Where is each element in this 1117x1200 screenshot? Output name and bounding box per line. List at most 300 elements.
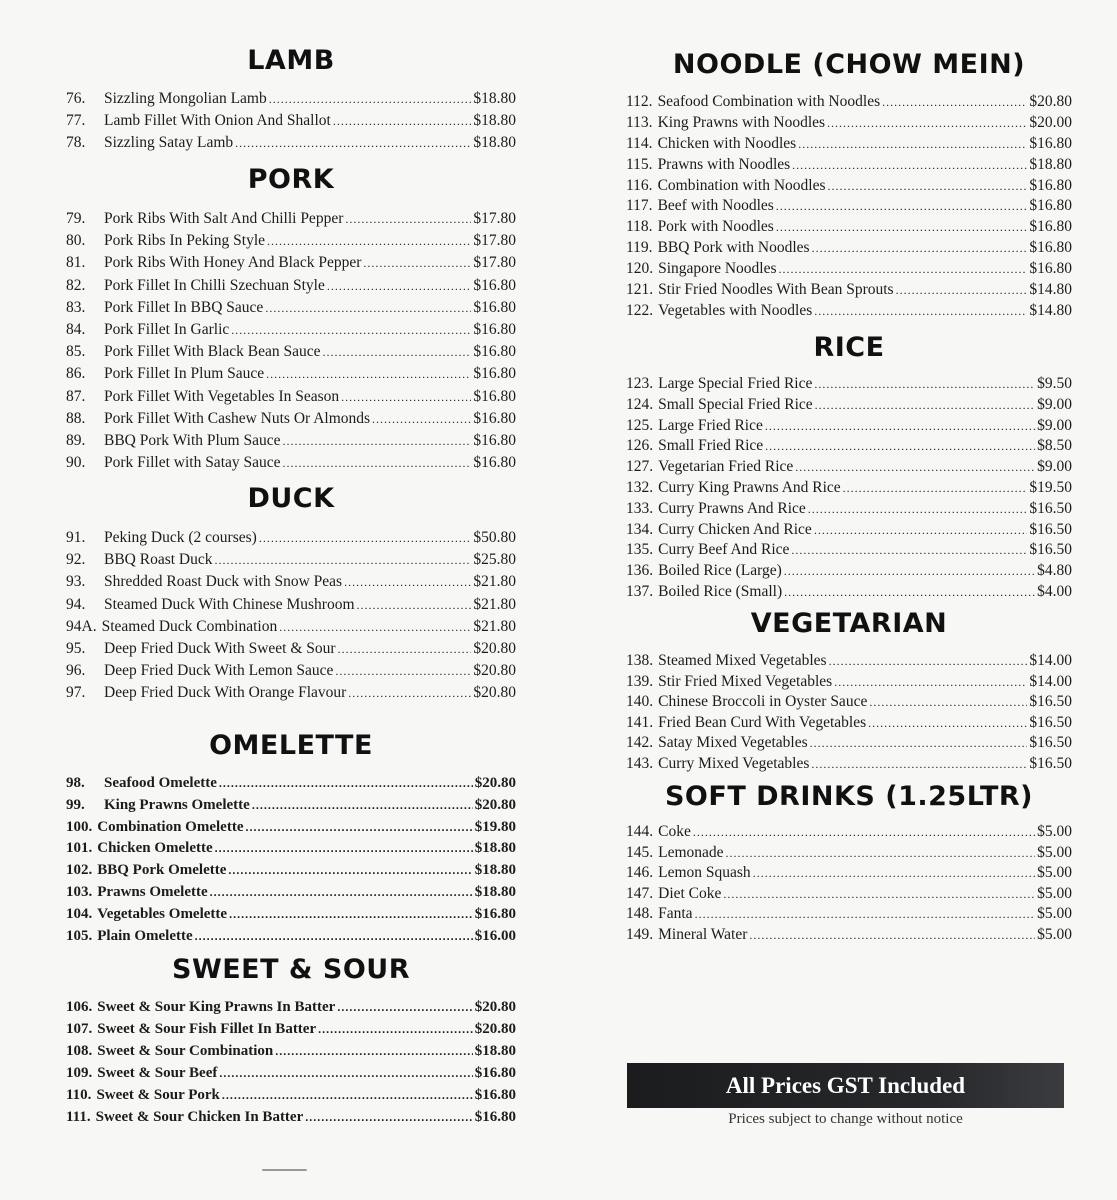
item-price: $5.00 [1037, 925, 1072, 943]
leader-dots [749, 928, 1035, 943]
item-price: $14.80 [1029, 301, 1072, 319]
item-number: 120. [626, 260, 654, 278]
leader-dots [829, 654, 1028, 669]
leader-dots [726, 846, 1036, 861]
item-name: Sweet & Sour Combination [97, 1043, 274, 1059]
menu-item [626, 885, 1072, 906]
leader-dots [215, 553, 472, 568]
menu-list-soft-drinks-1-25ltr [626, 823, 1072, 947]
leader-dots [843, 481, 1028, 496]
item-number: 105. [66, 927, 93, 944]
item-price: $21.80 [473, 595, 516, 613]
menu-item [626, 864, 1072, 885]
leader-dots [792, 158, 1027, 173]
item-price: $16.80 [1029, 176, 1072, 194]
item-price: $16.80 [1029, 260, 1072, 278]
item-price: $16.50 [1029, 541, 1072, 559]
section-title-rice: RICE [813, 332, 885, 363]
menu-item [66, 432, 516, 454]
menu-item [66, 684, 516, 706]
item-number: 88. [66, 409, 86, 427]
item-name: Lamb Fillet With Onion And Shallot [104, 112, 331, 129]
section-title-soft-drinks-1-25ltr: SOFT DRINKS (1.25LTR) [664, 781, 1033, 812]
item-name: Sizzling Mongolian Lamb [104, 90, 267, 107]
item-name: Chicken with Noodles [657, 134, 797, 152]
item-number: 101. [66, 840, 93, 857]
item-number: 104. [66, 905, 93, 922]
menu-item [626, 823, 1072, 844]
item-number: 134. [626, 520, 654, 538]
price-change-note: Prices subject to change without notice [728, 1111, 963, 1127]
menu-item [626, 396, 1072, 417]
menu-item [66, 1043, 516, 1065]
item-name: Sweet & Sour Fish Fillet In Batter [97, 1021, 317, 1037]
menu-item [626, 417, 1072, 438]
item-name: Plain Omelette [97, 927, 193, 944]
leader-dots [327, 279, 472, 294]
leader-dots [337, 1000, 472, 1015]
leader-dots [869, 695, 1027, 710]
item-price: $16.80 [474, 1087, 516, 1103]
menu-item [66, 662, 516, 684]
leader-dots [791, 543, 1027, 558]
item-price: $16.80 [474, 1065, 516, 1081]
item-price: $17.80 [473, 254, 516, 272]
section-title-omelette: OMELETTE [209, 730, 373, 761]
item-name: Sweet & Sour King Prawns In Batter [97, 999, 336, 1015]
item-price: $16.80 [1029, 218, 1072, 236]
item-price: $18.80 [473, 112, 516, 129]
item-number: 96. [66, 662, 86, 680]
item-number: 149. [626, 925, 654, 943]
leader-dots [798, 137, 1027, 152]
item-price: $18.80 [1029, 155, 1072, 173]
menu-list-sweet-sour [66, 999, 516, 1131]
leader-dots [827, 116, 1027, 131]
item-number: 90. [66, 454, 86, 472]
leader-dots [812, 241, 1028, 256]
item-number: 123. [626, 375, 654, 392]
item-price: $9.00 [1037, 395, 1072, 413]
item-number: 126. [626, 437, 654, 455]
item-price: $16.50 [1029, 499, 1072, 517]
menu-item [66, 775, 516, 797]
menu-item [626, 218, 1072, 239]
menu-item [626, 93, 1072, 114]
item-price: $4.80 [1037, 562, 1072, 580]
item-price: $25.80 [473, 551, 516, 569]
item-price: $16.80 [474, 905, 516, 922]
leader-dots [811, 757, 1027, 772]
menu-list-pork [66, 210, 516, 476]
item-name: Vegetables with Noodles [658, 301, 813, 319]
item-number: 141. [626, 713, 654, 731]
menu-item [626, 673, 1072, 694]
leader-dots [372, 412, 471, 427]
item-price: $16.50 [1029, 754, 1072, 772]
section-title-noodle-chow-mein: NOODLE (CHOW MEIN) [672, 49, 1026, 80]
item-name: Boiled Rice (Large) [658, 562, 782, 580]
leader-dots [275, 1044, 473, 1059]
item-name: Pork Ribs With Salt And Chilli Pepper [104, 210, 344, 227]
item-price: $16.80 [473, 276, 516, 294]
item-name: Mineral Water [658, 925, 748, 943]
item-number: 83. [66, 298, 86, 316]
item-name: Lemon Squash [658, 864, 751, 882]
menu-item [626, 755, 1072, 776]
item-number: 146. [626, 864, 654, 882]
menu-item [66, 618, 516, 640]
leader-dots [814, 523, 1028, 538]
item-number: 143. [626, 754, 654, 772]
item-number: 137. [626, 582, 654, 600]
item-name: Curry King Prawns And Rice [658, 478, 841, 496]
item-name: Small Fried Rice [658, 437, 764, 455]
item-number: 76. [66, 90, 86, 107]
item-price: $16.80 [473, 343, 516, 361]
menu-item [626, 177, 1072, 198]
menu-item [66, 884, 516, 906]
item-price: $20.80 [473, 684, 516, 702]
menu-item [66, 388, 516, 410]
item-name: Large Fried Rice [658, 416, 763, 434]
leader-dots [269, 92, 472, 107]
leader-dots [245, 820, 472, 835]
item-price: $18.80 [474, 840, 516, 857]
item-price: $19.50 [1029, 478, 1072, 496]
menu-item [66, 640, 516, 662]
item-number: 122. [626, 301, 654, 319]
leader-dots [229, 907, 473, 922]
item-number: 94A. [66, 617, 97, 635]
leader-dots [765, 419, 1035, 434]
item-name: Stir Fried Mixed Vegetables [658, 672, 833, 690]
item-price: $20.80 [474, 999, 516, 1015]
menu-item [66, 840, 516, 862]
menu-item [66, 906, 516, 928]
item-number: 127. [626, 458, 654, 476]
item-name: Seafood Combination with Noodles [657, 93, 881, 110]
leader-dots [283, 456, 472, 471]
item-price: $50.80 [473, 529, 516, 546]
paper-mark [262, 1169, 307, 1171]
item-price: $17.80 [473, 210, 516, 227]
item-name: Pork Fillet In Garlic [104, 320, 230, 338]
leader-dots [265, 301, 471, 316]
item-name: Large Special Fried Rice [658, 375, 813, 392]
menu-item [626, 239, 1072, 260]
item-number: 111. [66, 1109, 91, 1125]
item-price: $16.80 [473, 365, 516, 383]
item-name: King Prawns Omelette [104, 796, 250, 813]
item-price: $4.00 [1037, 582, 1072, 600]
leader-dots [765, 439, 1035, 454]
item-price: $16.50 [1029, 520, 1072, 538]
item-number: 81. [66, 254, 86, 272]
item-name: Prawns Omelette [97, 883, 208, 900]
item-price: $16.50 [1029, 713, 1072, 731]
item-number: 103. [66, 883, 93, 900]
item-number: 116. [626, 176, 653, 194]
item-number: 107. [66, 1021, 93, 1037]
menu-item [626, 844, 1072, 865]
menu-item [626, 302, 1072, 323]
item-name: Pork Fillet with Satay Sauce [104, 454, 281, 472]
menu-item [626, 135, 1072, 156]
leader-dots [695, 907, 1036, 922]
item-price: $21.80 [473, 617, 516, 635]
item-price: $16.80 [473, 409, 516, 427]
item-price: $16.80 [473, 387, 516, 405]
item-number: 148. [626, 905, 654, 923]
item-name: Peking Duck (2 courses) [104, 529, 257, 546]
item-name: Fanta [658, 905, 693, 923]
item-number: 139. [626, 672, 654, 690]
menu-item [66, 454, 516, 476]
menu-item [66, 862, 516, 884]
item-number: 77. [66, 112, 86, 129]
menu-item [626, 541, 1072, 562]
item-name: Singapore Noodles [658, 260, 777, 278]
leader-dots [808, 502, 1028, 517]
item-name: Satay Mixed Vegetables [658, 734, 808, 751]
item-number: 147. [626, 884, 654, 902]
menu-item [626, 260, 1072, 281]
item-name: Combination with Noodles [657, 176, 826, 194]
item-name: Combination Omelette [97, 818, 244, 835]
menu-item [66, 410, 516, 432]
item-price: $20.80 [474, 775, 516, 791]
item-name: Diet Coke [658, 884, 722, 902]
item-name: Pork Ribs In Peking Style [104, 232, 266, 250]
item-price: $16.80 [1029, 197, 1072, 215]
leader-dots [357, 598, 472, 613]
item-price: $20.80 [473, 639, 516, 657]
menu-item [626, 583, 1072, 604]
menu-item [66, 210, 516, 232]
section-title-lamb: LAMB [247, 45, 335, 76]
item-name: Prawns with Noodles [657, 155, 791, 173]
item-number: 142. [626, 734, 654, 751]
item-number: 145. [626, 843, 654, 861]
item-number: 119. [626, 239, 653, 257]
item-number: 112. [626, 93, 653, 110]
item-number: 121. [626, 281, 654, 299]
item-price: $16.80 [474, 1109, 516, 1125]
menu-item [66, 343, 516, 365]
item-name: BBQ Pork Omelette [97, 862, 227, 879]
item-number: 136. [626, 562, 654, 580]
leader-dots [267, 234, 471, 249]
leader-dots [814, 304, 1027, 319]
item-price: $16.80 [1029, 134, 1072, 152]
item-price: $18.80 [474, 862, 516, 879]
menu-item [66, 112, 516, 134]
menu-item [66, 573, 516, 595]
item-price: $16.80 [473, 320, 516, 338]
leader-dots [235, 136, 471, 151]
item-name: Stir Fried Noodles With Bean Sprouts [658, 281, 894, 299]
item-price: $16.00 [474, 927, 516, 944]
item-number: 89. [66, 431, 86, 449]
menu-item [626, 500, 1072, 521]
leader-dots [228, 863, 472, 878]
item-number: 92. [66, 551, 86, 569]
item-number: 80. [66, 232, 86, 250]
leader-dots [784, 585, 1035, 600]
section-title-vegetarian: VEGETARIAN [750, 608, 948, 639]
item-number: 84. [66, 320, 86, 338]
item-name: Pork Fillet In BBQ Sauce [104, 298, 264, 316]
menu-item [66, 134, 516, 156]
leader-dots [318, 1022, 473, 1037]
item-name: Shredded Roast Duck with Snow Peas [104, 573, 343, 591]
item-number: 133. [626, 499, 654, 517]
menu-item [626, 197, 1072, 218]
leader-dots [283, 434, 472, 449]
item-number: 113. [626, 113, 653, 131]
leader-dots [333, 114, 472, 129]
menu-item [66, 232, 516, 254]
menu-item [626, 714, 1072, 735]
menu-item [66, 551, 516, 573]
menu-item [66, 1065, 516, 1087]
item-price: $8.50 [1037, 437, 1072, 455]
item-price: $21.80 [473, 573, 516, 591]
item-name: Curry Beef And Rice [658, 541, 790, 559]
item-number: 108. [66, 1043, 93, 1059]
leader-dots [338, 642, 472, 657]
item-name: Vegetarian Fried Rice [658, 458, 794, 476]
item-price: $16.80 [1029, 239, 1072, 257]
leader-dots [776, 220, 1028, 235]
item-price: $16.80 [473, 431, 516, 449]
item-number: 79. [66, 210, 86, 227]
leader-dots [693, 825, 1035, 840]
menu-item [626, 905, 1072, 926]
item-name: Coke [658, 823, 691, 840]
menu-item [66, 321, 516, 343]
item-number: 93. [66, 573, 86, 591]
leader-dots [266, 367, 471, 382]
leader-dots [219, 776, 473, 791]
item-price: $16.50 [1029, 693, 1072, 710]
item-number: 117. [626, 197, 653, 215]
item-number: 124. [626, 395, 654, 413]
menu-item [66, 819, 516, 841]
leader-dots [348, 686, 471, 701]
item-name: Pork Fillet In Chilli Szechuan Style [104, 276, 325, 294]
item-price: $5.00 [1037, 864, 1072, 882]
leader-dots [279, 620, 471, 635]
leader-dots [882, 95, 1027, 110]
item-name: Pork Fillet With Cashew Nuts Or Almonds [104, 409, 371, 427]
menu-item [66, 277, 516, 299]
item-number: 78. [66, 134, 86, 151]
leader-dots [815, 398, 1035, 413]
item-price: $5.00 [1037, 843, 1072, 861]
item-name: Deep Fried Duck With Lemon Sauce [104, 662, 334, 680]
item-price: $20.80 [474, 1021, 516, 1037]
leader-dots [222, 1088, 473, 1103]
menu-item [66, 254, 516, 276]
item-number: 109. [66, 1065, 93, 1081]
item-price: $19.80 [474, 818, 516, 835]
item-name: Steamed Mixed Vegetables [658, 652, 827, 669]
menu-item [66, 529, 516, 551]
leader-dots [779, 262, 1028, 277]
section-title-pork: PORK [247, 164, 335, 195]
item-name: BBQ Pork With Plum Sauce [104, 431, 281, 449]
menu-item [66, 999, 516, 1021]
item-price: $14.00 [1029, 672, 1072, 690]
leader-dots [335, 664, 471, 679]
menu-list-duck [66, 529, 516, 707]
menu-list-noodle-chow-mein [626, 93, 1072, 323]
item-price: $16.80 [473, 298, 516, 316]
item-number: 135. [626, 541, 654, 559]
item-number: 99. [66, 796, 85, 813]
menu-item [66, 365, 516, 387]
leader-dots [341, 390, 471, 405]
item-price: $18.80 [474, 883, 516, 900]
menu-item [626, 734, 1072, 755]
menu-item [626, 652, 1072, 673]
leader-dots [219, 1066, 472, 1081]
menu-item [66, 596, 516, 618]
leader-dots [344, 575, 471, 590]
item-number: 98. [66, 775, 85, 791]
leader-dots [195, 929, 473, 944]
item-number: 95. [66, 639, 86, 657]
item-number: 144. [626, 823, 654, 840]
item-number: 97. [66, 684, 86, 702]
item-name: Deep Fried Duck With Orange Flavour [104, 684, 347, 702]
leader-dots [776, 199, 1028, 214]
item-number: 82. [66, 276, 86, 294]
item-price: $14.80 [1029, 281, 1072, 299]
leader-dots [363, 256, 471, 271]
menu-item [66, 299, 516, 321]
menu-item [626, 458, 1072, 479]
menu-item [66, 928, 516, 950]
item-name: Deep Fried Duck With Sweet & Sour [104, 639, 336, 657]
menu-item [626, 562, 1072, 583]
leader-dots [231, 323, 471, 338]
leader-dots [345, 212, 471, 227]
menu-item [626, 521, 1072, 542]
item-name: Sweet & Sour Beef [97, 1065, 218, 1081]
menu-item [66, 797, 516, 819]
menu-list-omelette [66, 775, 516, 949]
menu-item [66, 90, 516, 112]
item-name: Sizzling Satay Lamb [104, 134, 234, 151]
item-price: $9.00 [1037, 416, 1072, 434]
leader-dots [834, 675, 1027, 690]
item-price: $9.50 [1037, 375, 1072, 392]
item-name: Lemonade [658, 843, 724, 861]
item-number: 138. [626, 652, 654, 669]
item-number: 110. [66, 1087, 92, 1103]
item-name: Seafood Omelette [104, 775, 217, 791]
gst-banner: All Prices GST Included [627, 1063, 1064, 1108]
leader-dots [810, 736, 1028, 751]
item-price: $5.00 [1037, 905, 1072, 923]
item-number: 125. [626, 416, 654, 434]
item-name: BBQ Pork with Noodles [657, 239, 810, 257]
item-name: Steamed Duck Combination [101, 617, 278, 635]
item-price: $16.50 [1029, 734, 1072, 751]
